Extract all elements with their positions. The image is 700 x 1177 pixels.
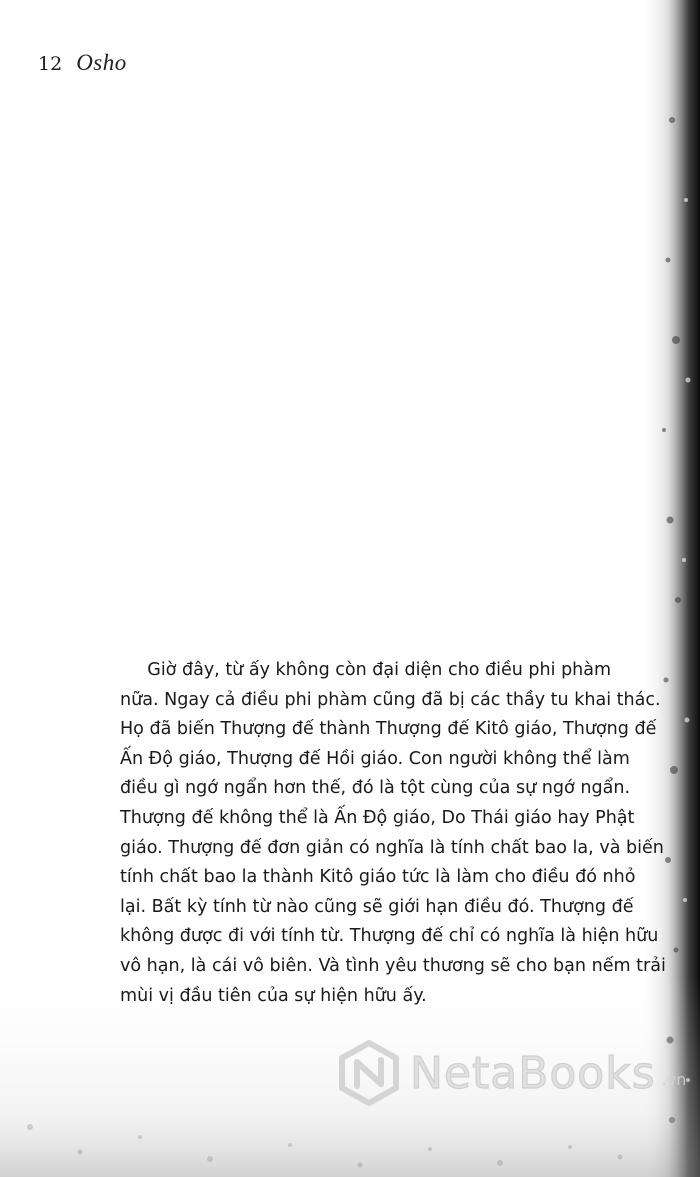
paragraph-line: lại. Bất kỳ tính từ nào cũng sẽ giới hạn điều đó. Thượng đế [120, 895, 634, 917]
paragraph-line: giáo. Thượng đế đơn giản có nghĩa là tính chất bao la, và biến [120, 836, 664, 858]
page-number: 12 [38, 53, 63, 75]
paragraph-line: nữa. Ngay cả điều phi phàm cũng đã bị các thầy tu khai thác. [120, 688, 661, 710]
paragraph-line: Giờ đây, từ ấy không còn đại diện cho điều phi phàm [147, 659, 612, 680]
paragraph-line: không được đi với tính từ. Thượng đế chỉ có nghĩa là hiện hữu [120, 925, 659, 947]
running-title: Osho [76, 50, 127, 75]
paragraph-line: Thượng đế không thể là Ấn Độ giáo, Do Thái giáo hay Phật [120, 806, 635, 828]
netabooks-watermark [338, 1033, 698, 1113]
watermark-suffix: .vn [661, 1070, 687, 1089]
paragraph-line: vô hạn, là cái vô biên. Và tình yêu thương sẽ cho bạn nếm trải [120, 954, 666, 976]
watermark-brand: NetaBooks [410, 1047, 656, 1099]
netabooks-logo-icon [338, 1040, 400, 1106]
paragraph-line: tính chất bao la thành Kitô giáo tức là làm cho điều đó nhỏ [120, 866, 636, 888]
paragraph-line: Họ đã biến Thượng đế thành Thượng đế Kitô giáo, Thượng đế [120, 718, 657, 740]
running-header [38, 50, 127, 80]
paragraph-line: điều gì ngớ ngẩn hơn thế, đó là tột cùng của sự ngớ ngẩn. [120, 777, 631, 799]
paragraph-line: Ấn Độ giáo, Thượng đế Hồi giáo. Con người không thể làm [120, 747, 630, 769]
paragraph-line: mùi vị đầu tiên của sự hiện hữu ấy. [120, 984, 427, 1006]
body-paragraph [120, 655, 700, 1010]
